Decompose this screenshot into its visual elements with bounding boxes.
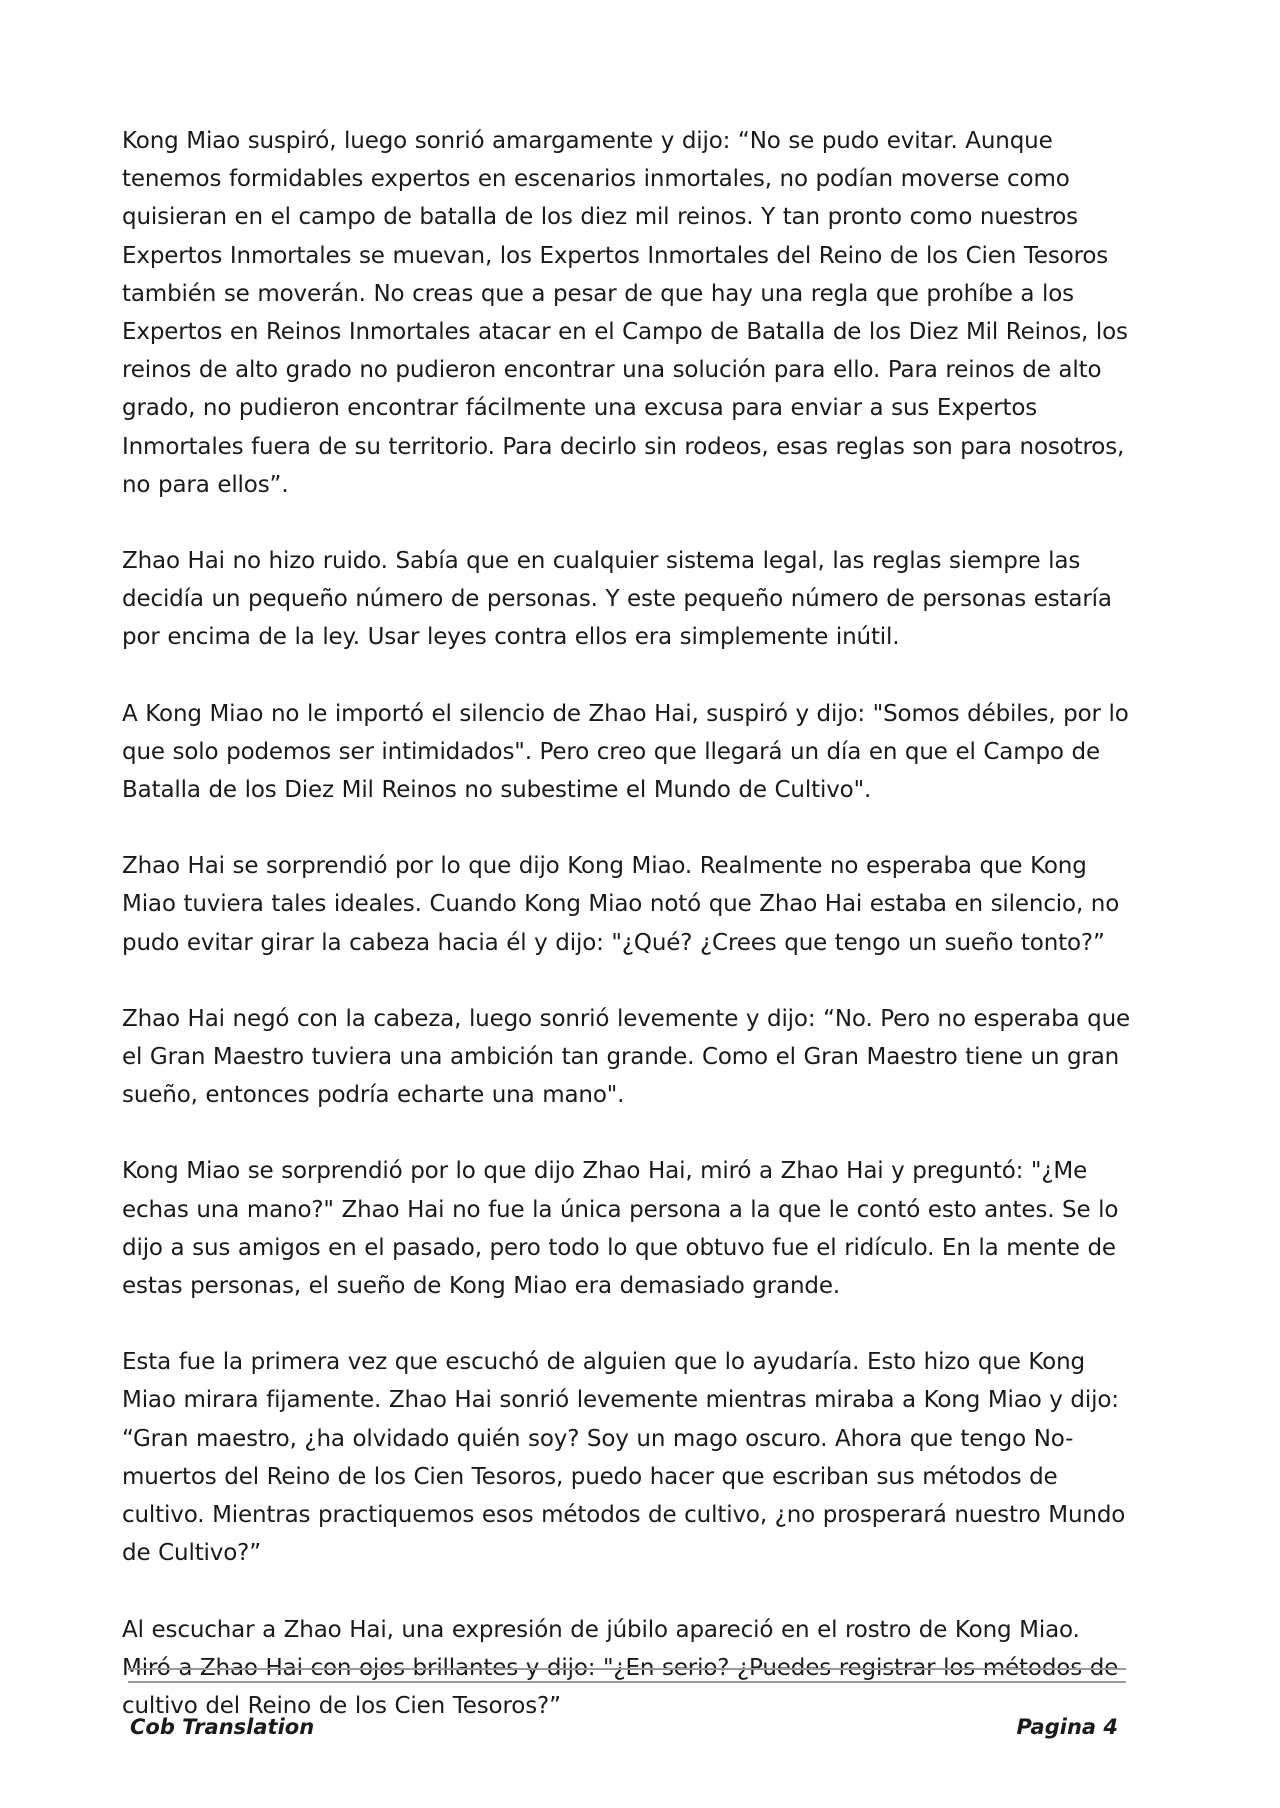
- body-text: [122, 122, 1132, 1763]
- footer-divider-bottom: [128, 1681, 1126, 1683]
- paragraph: Al escuchar a Zhao Hai, una expresión de júbilo apareció en el rostro de Kong Miao. Miró a Zhao Hai con ojos brillantes y dijo: "¿En serio? ¿Puedes registrar los métodos de cultivo del Reino de los Cien Tesoros?”: [122, 1616, 1119, 1719]
- paragraph: Zhao Hai no hizo ruido. Sabía que en cualquier sistema legal, las reglas siempre las decidía un pequeño número de personas. Y este pequeño número de personas estaría por encima de la ley. Usar leyes contra ellos era simplemente inútil.: [122, 548, 1112, 651]
- paragraph: Kong Miao se sorprendió por lo que dijo Zhao Hai, miró a Zhao Hai y preguntó: "¿Me echas una mano?" Zhao Hai no fue la única persona a la que le contó esto antes. Se lo dijo a sus amigos en el pasado, pero todo lo que obtuvo fue el ridículo. En la mente de estas personas, el sueño de Kong Miao era demasiado grande.: [122, 1158, 1119, 1300]
- paragraph: Esta fue la primera vez que escuchó de alguien que lo ayudaría. Esto hizo que Kong Miao mirara fijamente. Zhao Hai sonrió levemente mientras miraba a Kong Miao y dijo: “Gran maestro, ¿ha olvidado quién soy? Soy un mago oscuro. Ahora que tengo No-muertos del Reino de los Cien Tesoros, puedo hacer que escriban sus métodos de cultivo. Mientras practiquemos esos métodos de cultivo, ¿no prosperará nuestro Mundo de Cultivo?”: [122, 1349, 1126, 1567]
- paragraph: Zhao Hai negó con la cabeza, luego sonrió levemente y dijo: “No. Pero no esperaba que el Gran Maestro tuviera una ambición tan grande. Como el Gran Maestro tiene un gran sueño, entonces podría echarte una mano".: [122, 1005, 1131, 1109]
- paragraph: A Kong Miao no le importó el silencio de Zhao Hai, suspiró y dijo: "Somos débiles, por lo que solo podemos ser intimidados". Pero creo que llegará un día en que el Campo de Batalla de los Diez Mil Reinos no subestime el Mundo de Cultivo".: [122, 700, 1129, 804]
- paragraph: Kong Miao suspiró, luego sonrió amargamente y dijo: “No se pudo evitar. Aunque tenemos formidables expertos en escenarios inmortales, no podían moverse como quisieran en el campo de batalla de los diez mil reinos. Y tan pronto como nuestros Expertos Inmortales se muevan, los Expertos Inmortales del Reino de los Cien Tesoros también se moverán. No creas que a pesar de que hay una regla que prohíbe a los Expertos en Reinos Inmortales atacar en el Campo de Batalla de los Diez Mil Reinos, los reinos de alto grado no pudieron encontrar una solución para ello. Para reinos de alto grado, no pudieron encontrar fácilmente una excusa para enviar a sus Expertos Inmortales fuera de su territorio. Para decirlo sin rodeos, esas reglas son para nosotros, no para ellos”.: [122, 128, 1128, 498]
- paragraph: Zhao Hai se sorprendió por lo que dijo Kong Miao. Realmente no esperaba que Kong Miao tuviera tales ideales. Cuando Kong Miao notó que Zhao Hai estaba en silencio, no pudo evitar girar la cabeza hacia él y dijo: "¿Qué? ¿Crees que tengo un sueño tonto?”: [122, 853, 1120, 956]
- footer-page-number: Pagina 4: [1016, 1715, 1118, 1739]
- footer-divider-top: [128, 1668, 1126, 1670]
- footer-source: Cob Translation: [130, 1715, 315, 1739]
